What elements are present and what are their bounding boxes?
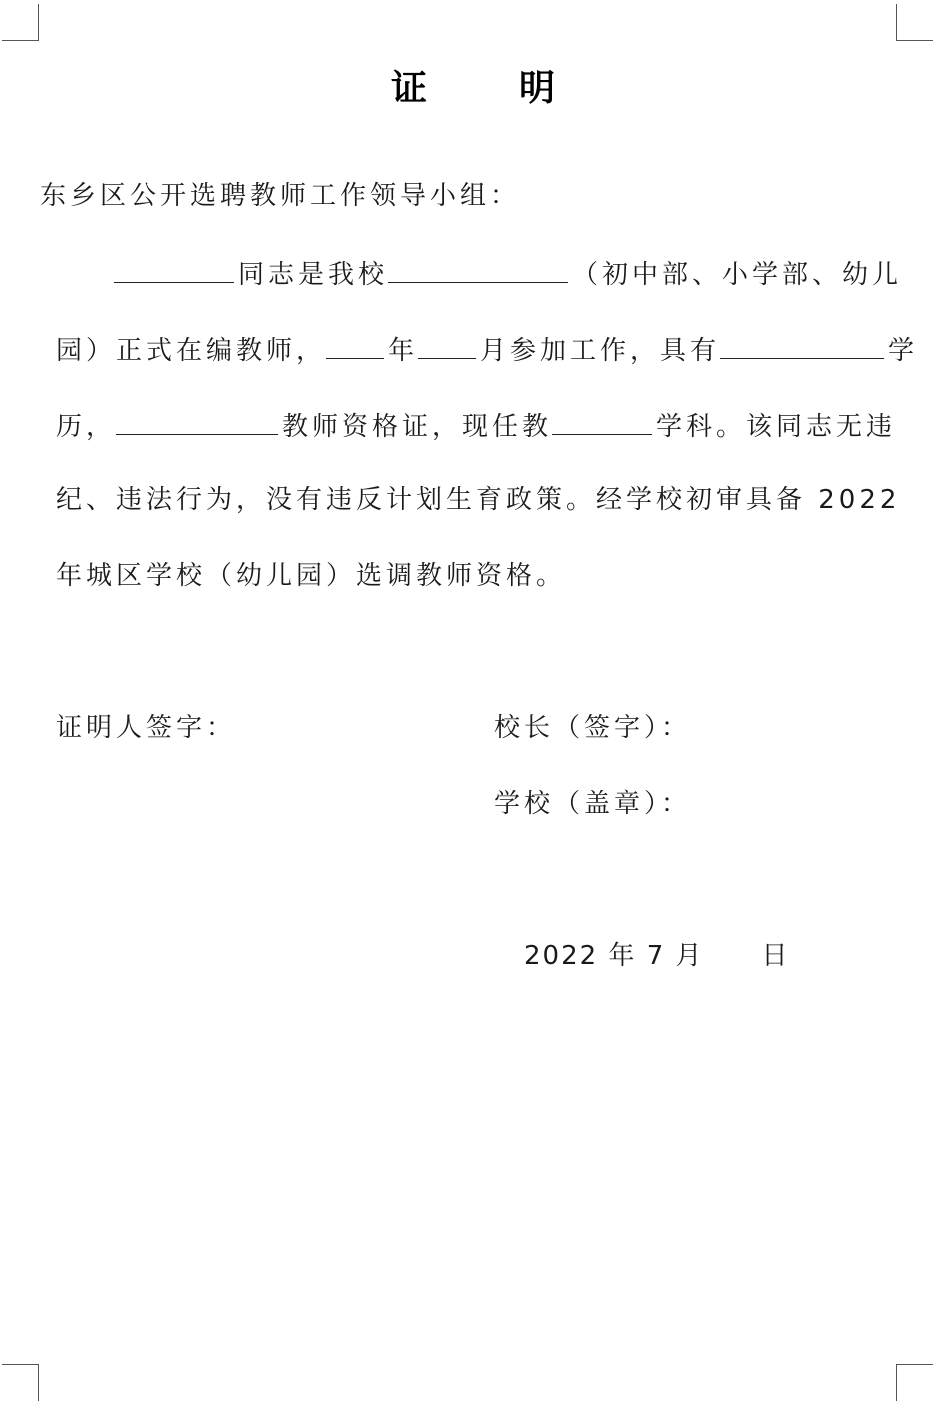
body-line-3-b: 教师资格证，现任教 <box>282 412 553 442</box>
body-line-3 <box>56 406 896 445</box>
crop-mark-bottom-right <box>896 1364 933 1401</box>
subject-blank[interactable] <box>552 406 652 435</box>
date-line <box>524 938 790 974</box>
name-blank[interactable] <box>114 254 234 283</box>
year-blank[interactable] <box>326 330 384 359</box>
body-line-2 <box>56 330 918 369</box>
witness-signature-label: 证明人签字： <box>56 713 237 743</box>
principal-signature-label: 校长（签字）： <box>494 713 692 743</box>
body-line-2-d: 学 <box>888 336 919 366</box>
month-blank[interactable] <box>418 330 476 359</box>
body-line-5: 年城区学校（幼儿园）选调教师资格。 <box>56 561 567 591</box>
certificate-blank[interactable] <box>116 406 278 435</box>
document-title <box>0 62 946 114</box>
body-line-1-b: （初中部、小学部、幼儿 <box>572 260 903 290</box>
body-line-3-c: 学科。该同志无违 <box>656 412 897 442</box>
title-char-1: 证 <box>390 67 427 109</box>
crop-mark-bottom-left <box>2 1364 39 1401</box>
date-text: 2022 年 7 月 <box>524 941 704 971</box>
salutation: 东乡区公开选聘教师工作领导小组： <box>40 181 521 211</box>
school-blank[interactable] <box>388 254 568 283</box>
date-day: 日 <box>761 941 790 971</box>
body-line-4: 纪、违法行为，没有违反计划生育政策。经学校初审具备 2022 <box>56 485 901 515</box>
body-line-1-a: 同志是我校 <box>238 260 389 290</box>
body-line-3-a: 历， <box>56 412 117 442</box>
body-line-1 <box>114 254 902 293</box>
body-line-2-c: 月参加工作，具有 <box>480 336 721 366</box>
school-seal-label: 学校（盖章）： <box>494 789 692 819</box>
education-blank[interactable] <box>720 330 884 359</box>
body-line-2-a: 园）正式在编教师， <box>56 336 327 366</box>
body-line-2-b: 年 <box>388 336 419 366</box>
crop-mark-top-right <box>896 4 933 41</box>
crop-mark-top-left <box>2 4 39 41</box>
title-char-2: 明 <box>519 67 556 109</box>
